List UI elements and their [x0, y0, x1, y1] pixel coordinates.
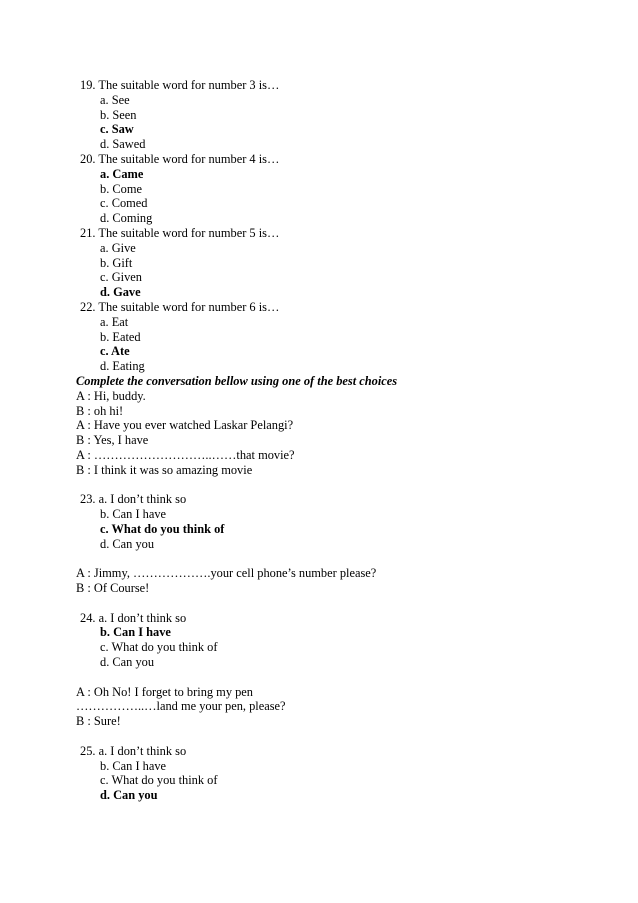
- question-number: 19.: [80, 78, 96, 92]
- question-item: [76, 152, 606, 226]
- question-number: 22.: [80, 299, 96, 314]
- question-item: [76, 492, 606, 551]
- dialogue-line: B : Of Course!: [76, 581, 150, 596]
- answer-option: c. Comed: [100, 196, 148, 211]
- dialogue-line: A : Hi, buddy.: [76, 388, 146, 403]
- question-stem: [76, 152, 606, 167]
- answer-option: b. Seen: [100, 107, 137, 122]
- answer-option: a. Give: [100, 240, 136, 255]
- question-text: The suitable word for number 6 is…: [98, 299, 280, 314]
- answer-option: b. Come: [100, 181, 142, 196]
- dialogue-block: [76, 685, 606, 729]
- answer-option-correct: b. Can I have: [100, 625, 171, 640]
- dialogue-line: A : Oh No! I forget to bring my pen: [76, 684, 254, 699]
- section-heading: Complete the conversation bellow using one of the best choices: [76, 373, 398, 388]
- question-stem: [76, 744, 606, 759]
- answer-option: d. Sawed: [100, 137, 146, 152]
- question-text: a. I don’t think so: [98, 492, 187, 507]
- question-text: a. I don’t think so: [98, 743, 187, 758]
- question-number: 23.: [80, 492, 96, 507]
- answer-option-correct: c. What do you think of: [100, 521, 225, 536]
- answer-option: d. Eating: [100, 359, 145, 374]
- answer-option: d. Can you: [100, 536, 155, 551]
- dialogue-line: B : oh hi!: [76, 403, 124, 418]
- question-stem: [76, 492, 606, 507]
- answer-option: c. Given: [100, 270, 142, 285]
- question-stem: [76, 611, 606, 626]
- blank-line: [76, 729, 606, 744]
- question-text: The suitable word for number 4 is…: [98, 151, 280, 166]
- dialogue-line: A : Have you ever watched Laskar Pelangi?: [76, 418, 294, 433]
- answer-option-correct: a. Came: [100, 166, 144, 181]
- question-item: [76, 611, 606, 670]
- dialogue-block: [76, 566, 606, 596]
- dialogue-line: B : Sure!: [76, 714, 121, 729]
- dialogue-line: ……………..…land me your pen, please?: [76, 699, 286, 714]
- question-item: [76, 226, 606, 300]
- question-number: 21.: [80, 225, 96, 240]
- answer-option-correct: d. Can you: [100, 788, 158, 803]
- question-number: 20.: [80, 151, 96, 166]
- question-item: [76, 78, 606, 152]
- answer-option: a. See: [100, 92, 130, 107]
- dialogue-line: B : Yes, I have: [76, 433, 149, 448]
- question-text: a. I don’t think so: [98, 610, 187, 625]
- answer-option: b. Eated: [100, 329, 141, 344]
- dialogue-line: B : I think it was so amazing movie: [76, 462, 253, 477]
- question-number: 25.: [80, 743, 96, 758]
- answer-option: d. Can you: [100, 655, 155, 670]
- question-text: The suitable word for number 5 is…: [98, 225, 280, 240]
- answer-option: b. Gift: [100, 255, 133, 270]
- answer-option: d. Coming: [100, 211, 153, 226]
- answer-option-correct: c. Ate: [100, 344, 130, 359]
- answer-option-correct: c. Saw: [100, 122, 134, 137]
- blank-line: [76, 670, 606, 685]
- question-stem: [76, 78, 606, 93]
- question-item: [76, 744, 606, 803]
- answer-option: c. What do you think of: [100, 773, 218, 788]
- question-stem: [76, 300, 606, 315]
- dialogue-line: A : ………………………..……that movie?: [76, 447, 295, 462]
- answer-option: a. Eat: [100, 314, 129, 329]
- dialogue-block: [76, 389, 606, 478]
- dialogue-line: A : Jimmy, ……………….your cell phone’s number please?: [76, 566, 377, 581]
- answer-option: b. Can I have: [100, 758, 167, 773]
- question-stem: [76, 226, 606, 241]
- worksheet-body: [76, 78, 606, 803]
- answer-option: c. What do you think of: [100, 640, 218, 655]
- answer-option-correct: d. Gave: [100, 285, 141, 300]
- question-text: The suitable word for number 3 is…: [98, 78, 280, 92]
- blank-line: [76, 552, 606, 567]
- question-number: 24.: [80, 610, 96, 625]
- question-item: [76, 300, 606, 374]
- answer-option: b. Can I have: [100, 507, 167, 522]
- blank-line: [76, 478, 606, 493]
- blank-line: [76, 596, 606, 611]
